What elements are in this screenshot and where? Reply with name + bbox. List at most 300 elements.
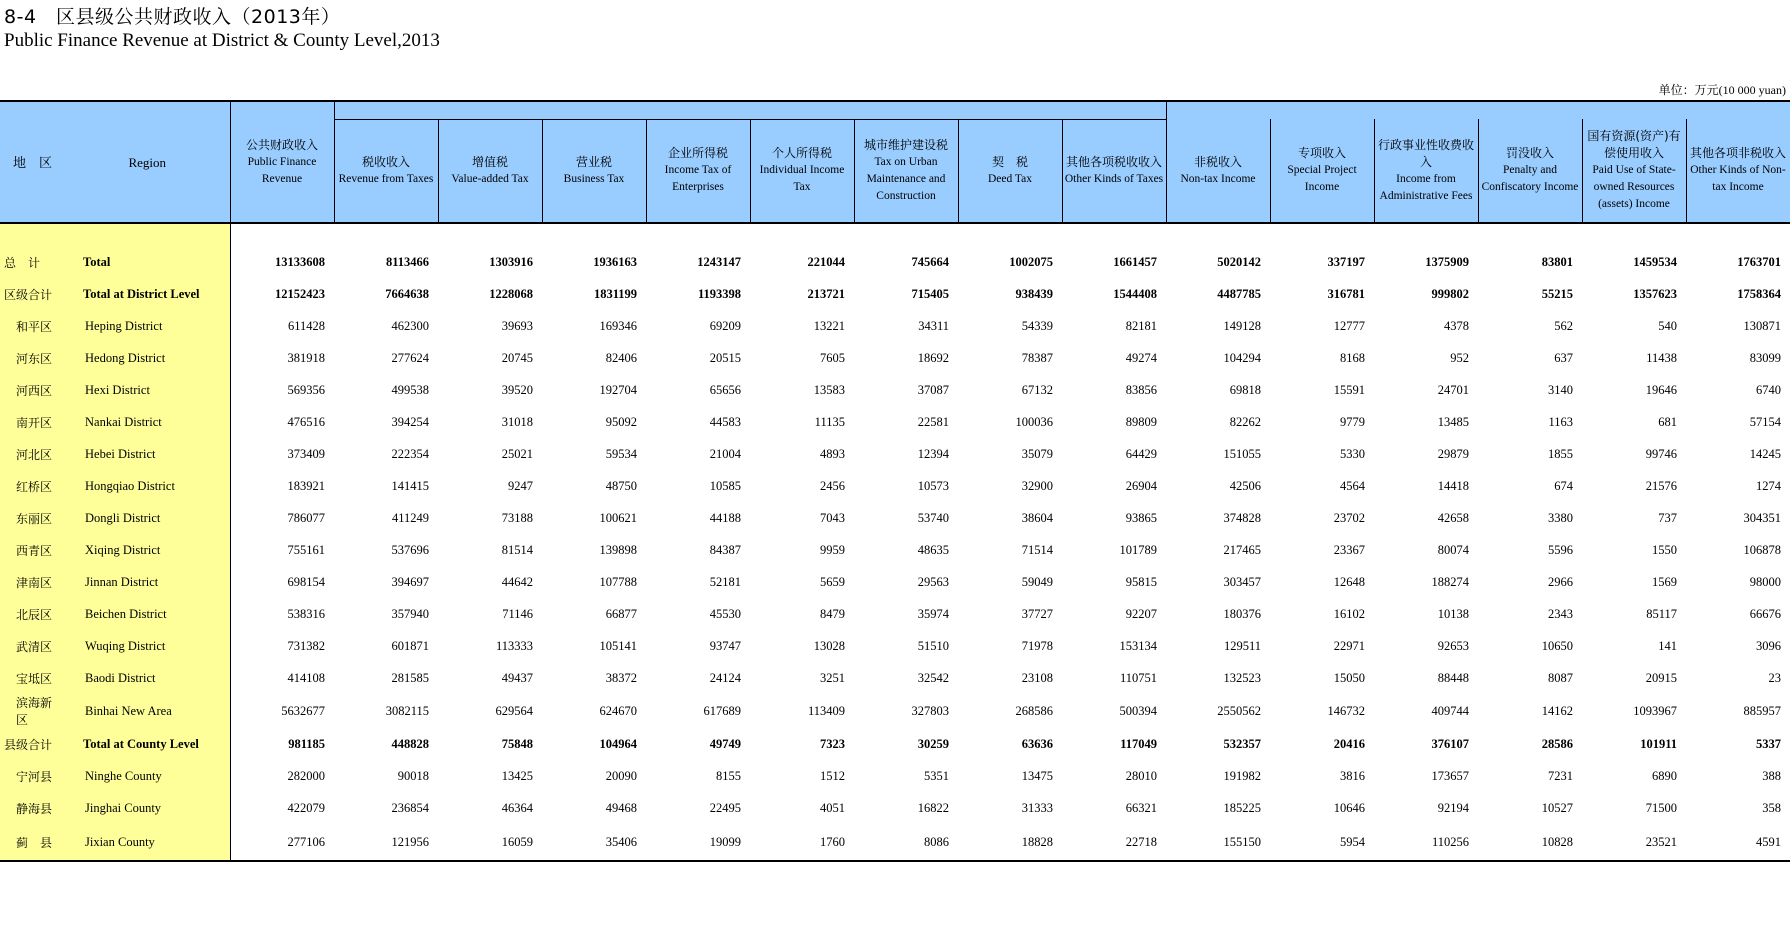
value-cell: 476516	[287, 414, 325, 429]
value-cell: 282000	[287, 768, 325, 783]
value-cell: 1855	[1548, 446, 1573, 461]
value-cell: 222354	[391, 446, 429, 461]
value-cell: 49468	[605, 800, 637, 815]
value-cell: 10573	[917, 478, 949, 493]
value-cell: 20745	[501, 350, 533, 365]
value-cell: 39520	[501, 382, 533, 397]
header-other-taxes: 其他各项税收收入 Other Kinds of Taxes	[1062, 119, 1166, 223]
value-cell: 28586	[1541, 736, 1573, 751]
value-cell: 22718	[1062, 824, 1166, 861]
value-cell: 277624	[391, 350, 429, 365]
row-label-en: Total at District Level	[65, 278, 230, 310]
value-cell: 88448	[1437, 670, 1469, 685]
value-cell: 83856	[1125, 382, 1157, 397]
row-label-en: Total	[65, 246, 230, 278]
value-cell: 374828	[1223, 510, 1261, 525]
value-cell: 745664	[911, 254, 949, 269]
row-label-en: Wuqing District	[65, 630, 230, 662]
row-label-en: Binhai New Area	[65, 694, 230, 728]
value-cell: 49274	[1125, 350, 1157, 365]
value-cell: 731382	[287, 638, 325, 653]
value-cell: 5954	[1270, 824, 1374, 861]
value-cell: 110751	[1119, 670, 1157, 685]
value-cell: 32542	[917, 670, 949, 685]
value-cell: 83801	[1541, 254, 1573, 269]
table-header	[0, 101, 1790, 223]
value-cell: 82181	[1125, 318, 1157, 333]
value-cell: 46364	[501, 800, 533, 815]
header-region-cn: 地 区	[0, 101, 65, 223]
value-cell: 500394	[1119, 703, 1157, 718]
table-row	[0, 662, 1790, 694]
row-label-en: Hebei District	[65, 438, 230, 470]
header-nontax-group-spacer	[1166, 101, 1790, 119]
value-cell: 53740	[917, 510, 949, 525]
value-cell: 69818	[1229, 382, 1261, 397]
value-cell: 63636	[1021, 736, 1053, 751]
row-label-cn: 红桥区	[0, 470, 65, 502]
value-cell: 129511	[1223, 638, 1261, 653]
value-cell: 8087	[1548, 670, 1573, 685]
value-cell: 37727	[1021, 606, 1053, 621]
value-cell: 1002075	[1009, 254, 1053, 269]
spacer-row	[0, 223, 1790, 246]
header-individual-income-tax: 个人所得税 Individual Income Tax	[750, 119, 854, 223]
value-cell: 6740	[1756, 382, 1781, 397]
row-label-en: Ninghe County	[65, 760, 230, 792]
value-cell: 358	[1762, 800, 1781, 815]
row-label-cn: 宝坻区	[0, 662, 65, 694]
value-cell: 151055	[1223, 446, 1261, 461]
header-urban-maintenance-tax: 城市维护建设税 Tax on Urban Maintenance and Construction	[854, 119, 958, 223]
value-cell: 499538	[391, 382, 429, 397]
value-cell: 1550	[1652, 542, 1677, 557]
value-cell: 1243147	[697, 254, 741, 269]
row-label-cn: 武清区	[0, 630, 65, 662]
value-cell: 22971	[1333, 638, 1365, 653]
value-cell: 42506	[1229, 478, 1261, 493]
value-cell: 3380	[1548, 510, 1573, 525]
row-label-en: Heping District	[65, 310, 230, 342]
header-region-en: Region	[65, 101, 230, 223]
value-cell: 1274	[1756, 478, 1781, 493]
value-cell: 75848	[501, 736, 533, 751]
value-cell: 48750	[605, 478, 637, 493]
header-revenue-from-taxes: 税收收入 Revenue from Taxes	[334, 119, 438, 223]
row-label-cn: 河西区	[0, 374, 65, 406]
value-cell: 601871	[391, 638, 429, 653]
value-cell: 540	[1658, 318, 1677, 333]
value-cell: 28010	[1125, 768, 1157, 783]
value-cell: 66321	[1125, 800, 1157, 815]
value-cell: 217465	[1223, 542, 1261, 557]
value-cell: 409744	[1431, 703, 1469, 718]
value-cell: 1936163	[593, 254, 637, 269]
value-cell: 113409	[807, 703, 845, 718]
row-label-en: Hedong District	[65, 342, 230, 374]
value-cell: 100621	[599, 510, 637, 525]
value-cell: 981185	[288, 736, 325, 751]
value-cell: 42658	[1437, 510, 1469, 525]
value-cell: 73188	[501, 510, 533, 525]
value-cell: 786077	[287, 510, 325, 525]
value-cell: 14162	[1541, 703, 1573, 718]
value-cell: 38372	[605, 670, 637, 685]
value-cell: 23367	[1333, 542, 1365, 557]
value-cell: 1193398	[697, 286, 741, 301]
header-penalty-income: 罚没收入 Penalty and Confiscatory Income	[1478, 119, 1582, 223]
value-cell: 637	[1554, 350, 1573, 365]
value-cell: 1512	[820, 768, 845, 783]
value-cell: 149128	[1223, 318, 1261, 333]
value-cell: 32900	[1021, 478, 1053, 493]
value-cell: 3251	[820, 670, 845, 685]
value-cell: 92194	[1437, 800, 1469, 815]
table-row	[0, 470, 1790, 502]
value-cell: 22495	[709, 800, 741, 815]
value-cell: 104964	[599, 736, 637, 751]
row-label-cn: 和平区	[0, 310, 65, 342]
value-cell: 16059	[438, 824, 542, 861]
value-cell: 12152423	[275, 286, 325, 301]
value-cell: 130871	[1743, 318, 1781, 333]
revenue-table	[0, 100, 1790, 862]
value-cell: 22581	[917, 414, 949, 429]
value-cell: 7231	[1548, 768, 1573, 783]
value-cell: 13583	[813, 382, 845, 397]
value-cell: 1459534	[1633, 254, 1677, 269]
value-cell: 304351	[1743, 510, 1781, 525]
value-cell: 44642	[501, 574, 533, 589]
value-cell: 29879	[1437, 446, 1469, 461]
table-row	[0, 246, 1790, 278]
value-cell: 1569	[1652, 574, 1677, 589]
value-cell: 95092	[605, 414, 637, 429]
value-cell: 92653	[1437, 638, 1469, 653]
value-cell: 422079	[287, 800, 325, 815]
value-cell: 155150	[1166, 824, 1270, 861]
row-label-cn: 东丽区	[0, 502, 65, 534]
value-cell: 8113466	[385, 254, 429, 269]
value-cell: 153134	[1119, 638, 1157, 653]
row-label-en: Jixian County	[65, 824, 230, 861]
value-cell: 4051	[820, 800, 845, 815]
row-label-en: Dongli District	[65, 502, 230, 534]
value-cell: 38604	[1021, 510, 1053, 525]
row-label-cn: 北辰区	[0, 598, 65, 630]
value-cell: 938439	[1015, 286, 1053, 301]
value-cell: 1375909	[1425, 254, 1469, 269]
value-cell: 4487785	[1217, 286, 1261, 301]
value-cell: 20090	[605, 768, 637, 783]
value-cell: 10646	[1333, 800, 1365, 815]
value-cell: 681	[1658, 414, 1677, 429]
table-row	[0, 824, 1790, 861]
value-cell: 185225	[1223, 800, 1261, 815]
value-cell: 57154	[1749, 414, 1781, 429]
row-label-cn: 津南区	[0, 566, 65, 598]
value-cell: 29563	[917, 574, 949, 589]
value-cell: 71978	[1021, 638, 1053, 653]
value-cell: 755161	[287, 542, 325, 557]
value-cell: 101911	[1640, 736, 1677, 751]
row-label-en: Total at County Level	[65, 728, 230, 760]
table-row	[0, 728, 1790, 760]
table-row	[0, 534, 1790, 566]
value-cell: 19099	[646, 824, 750, 861]
value-cell: 80074	[1437, 542, 1469, 557]
value-cell: 999802	[1431, 286, 1469, 301]
value-cell: 10585	[709, 478, 741, 493]
value-cell: 1758364	[1737, 286, 1781, 301]
value-cell: 5632677	[281, 703, 325, 718]
value-cell: 141415	[391, 478, 429, 493]
value-cell: 24701	[1437, 382, 1469, 397]
value-cell: 69209	[709, 318, 741, 333]
value-cell: 394697	[391, 574, 429, 589]
value-cell: 1763701	[1737, 254, 1781, 269]
revenue-table-wrapper	[0, 100, 1790, 862]
value-cell: 15050	[1333, 670, 1365, 685]
row-label-en: Hexi District	[65, 374, 230, 406]
value-cell: 1228068	[489, 286, 533, 301]
header-enterprise-income-tax: 企业所得税 Income Tax of Enterprises	[646, 119, 750, 223]
value-cell: 537696	[391, 542, 429, 557]
value-cell: 82406	[605, 350, 637, 365]
value-cell: 107788	[599, 574, 637, 589]
value-cell: 268586	[1015, 703, 1053, 718]
value-cell: 3816	[1340, 768, 1365, 783]
value-cell: 11135	[814, 414, 845, 429]
row-label-en: Hongqiao District	[65, 470, 230, 502]
value-cell: 538316	[287, 606, 325, 621]
value-cell: 1544408	[1113, 286, 1157, 301]
value-cell: 448828	[391, 736, 429, 751]
value-cell: 381918	[287, 350, 325, 365]
table-row	[0, 278, 1790, 310]
value-cell: 54339	[1021, 318, 1053, 333]
value-cell: 71146	[502, 606, 533, 621]
value-cell: 8479	[820, 606, 845, 621]
value-cell: 4591	[1686, 824, 1790, 861]
value-cell: 48635	[917, 542, 949, 557]
value-cell: 7664638	[385, 286, 429, 301]
value-cell: 90018	[397, 768, 429, 783]
unit-cn: 单位：万元	[1658, 83, 1719, 97]
value-cell: 885957	[1743, 703, 1781, 718]
value-cell: 394254	[391, 414, 429, 429]
value-cell: 93747	[709, 638, 741, 653]
row-label-en: Baodi District	[65, 662, 230, 694]
value-cell: 12777	[1333, 318, 1365, 333]
value-cell: 67132	[1021, 382, 1053, 397]
value-cell: 357940	[391, 606, 429, 621]
row-label-cn: 静海县	[0, 792, 65, 824]
row-label-cn: 县级合计	[0, 728, 65, 760]
header-business-tax: 营业税 Business Tax	[542, 119, 646, 223]
header-other-non-tax: 其他各项非税收入 Other Kinds of Non-tax Income	[1686, 119, 1790, 223]
value-cell: 192704	[599, 382, 637, 397]
value-cell: 188274	[1431, 574, 1469, 589]
value-cell: 35974	[917, 606, 949, 621]
value-cell: 2550562	[1217, 703, 1261, 718]
value-cell: 303457	[1223, 574, 1261, 589]
table-row	[0, 374, 1790, 406]
value-cell: 715405	[911, 286, 949, 301]
value-cell: 84387	[709, 542, 741, 557]
value-cell: 3140	[1548, 382, 1573, 397]
value-cell: 183921	[287, 478, 325, 493]
value-cell: 20416	[1333, 736, 1365, 751]
value-cell: 34311	[918, 318, 949, 333]
value-cell: 81514	[501, 542, 533, 557]
value-cell: 95815	[1125, 574, 1157, 589]
value-cell: 101789	[1119, 542, 1157, 557]
table-row	[0, 438, 1790, 470]
value-cell: 51510	[917, 638, 949, 653]
value-cell: 173657	[1431, 768, 1469, 783]
row-label-en: Xiqing District	[65, 534, 230, 566]
value-cell: 44188	[709, 510, 741, 525]
value-cell: 462300	[391, 318, 429, 333]
value-cell: 7605	[820, 350, 845, 365]
value-cell: 52181	[709, 574, 741, 589]
value-cell: 191982	[1223, 768, 1261, 783]
value-cell: 8155	[716, 768, 741, 783]
table-row	[0, 760, 1790, 792]
row-label-cn: 西青区	[0, 534, 65, 566]
value-cell: 105141	[599, 638, 637, 653]
value-cell: 9247	[508, 478, 533, 493]
row-label-en: Beichen District	[65, 598, 230, 630]
value-cell: 25021	[501, 446, 533, 461]
value-cell: 139898	[599, 542, 637, 557]
row-label-cn: 蓟 县	[0, 824, 65, 861]
value-cell: 11438	[1646, 350, 1677, 365]
value-cell: 13485	[1437, 414, 1469, 429]
value-cell: 5659	[820, 574, 845, 589]
value-cell: 113333	[495, 638, 533, 653]
value-cell: 39693	[501, 318, 533, 333]
value-cell: 12648	[1333, 574, 1365, 589]
unit-label	[1659, 81, 1786, 98]
value-cell: 15591	[1333, 382, 1365, 397]
value-cell: 71514	[1021, 542, 1053, 557]
value-cell: 45530	[709, 606, 741, 621]
value-cell: 10527	[1541, 800, 1573, 815]
table-row	[0, 792, 1790, 824]
table-row	[0, 630, 1790, 662]
value-cell: 698154	[287, 574, 325, 589]
value-cell: 9959	[820, 542, 845, 557]
value-cell: 8168	[1340, 350, 1365, 365]
value-cell: 180376	[1223, 606, 1261, 621]
value-cell: 141	[1658, 638, 1677, 653]
value-cell: 7043	[820, 510, 845, 525]
table-body	[0, 223, 1790, 861]
value-cell: 21004	[709, 446, 741, 461]
value-cell: 20515	[709, 350, 741, 365]
value-cell: 9779	[1340, 414, 1365, 429]
value-cell: 236854	[391, 800, 429, 815]
table-row	[0, 598, 1790, 630]
value-cell: 1163	[1548, 414, 1573, 429]
row-label-cn: 河北区	[0, 438, 65, 470]
value-cell: 16102	[1333, 606, 1365, 621]
value-cell: 1093967	[1633, 703, 1677, 718]
value-cell: 23	[1768, 670, 1781, 685]
value-cell: 281585	[391, 670, 429, 685]
table-title-cn: 8-4 区县级公共财政收入（2013年）	[4, 6, 341, 28]
value-cell: 16822	[917, 800, 949, 815]
header-public-finance-revenue: 公共财政收入 Public Finance Revenue	[230, 101, 334, 223]
value-cell: 562	[1554, 318, 1573, 333]
table-title-en: Public Finance Revenue at District & County Level,2013	[4, 30, 440, 51]
value-cell: 2456	[820, 478, 845, 493]
value-cell: 3096	[1756, 638, 1781, 653]
value-cell: 55215	[1541, 286, 1573, 301]
value-cell: 13133608	[275, 254, 325, 269]
value-cell: 59049	[1021, 574, 1053, 589]
value-cell: 373409	[287, 446, 325, 461]
value-cell: 414108	[287, 670, 325, 685]
row-label-cn: 滨海新区	[0, 694, 65, 728]
value-cell: 569356	[287, 382, 325, 397]
value-cell: 19646	[1645, 382, 1677, 397]
value-cell: 31018	[501, 414, 533, 429]
value-cell: 5337	[1756, 736, 1781, 751]
value-cell: 146732	[1327, 703, 1365, 718]
value-cell: 66676	[1749, 606, 1781, 621]
value-cell: 104294	[1223, 350, 1261, 365]
value-cell: 411249	[391, 510, 429, 525]
value-cell: 1357623	[1633, 286, 1677, 301]
header-vat: 增值税 Value-added Tax	[438, 119, 542, 223]
value-cell: 13221	[813, 318, 845, 333]
unit-en: (10 000 yuan)	[1718, 83, 1786, 97]
value-cell: 1831199	[593, 286, 637, 301]
value-cell: 14245	[1749, 446, 1781, 461]
value-cell: 30259	[917, 736, 949, 751]
value-cell: 2966	[1548, 574, 1573, 589]
value-cell: 83099	[1749, 350, 1781, 365]
value-cell: 4378	[1444, 318, 1469, 333]
value-cell: 31333	[1021, 800, 1053, 815]
value-cell: 388	[1762, 768, 1781, 783]
value-cell: 23108	[1021, 670, 1053, 685]
table-row	[0, 502, 1790, 534]
value-cell: 1303916	[489, 254, 533, 269]
value-cell: 92207	[1125, 606, 1157, 621]
value-cell: 213721	[807, 286, 845, 301]
value-cell: 21576	[1645, 478, 1677, 493]
value-cell: 23521	[1582, 824, 1686, 861]
value-cell: 4893	[820, 446, 845, 461]
value-cell: 277106	[230, 824, 334, 861]
value-cell: 23702	[1333, 510, 1365, 525]
value-cell: 952	[1450, 350, 1469, 365]
table-row	[0, 406, 1790, 438]
value-cell: 99746	[1645, 446, 1677, 461]
value-cell: 65656	[709, 382, 741, 397]
value-cell: 5351	[924, 768, 949, 783]
value-cell: 106878	[1743, 542, 1781, 557]
value-cell: 10138	[1437, 606, 1469, 621]
row-label-cn: 南开区	[0, 406, 65, 438]
value-cell: 221044	[807, 254, 845, 269]
value-cell: 93865	[1125, 510, 1157, 525]
value-cell: 3082115	[385, 703, 429, 718]
